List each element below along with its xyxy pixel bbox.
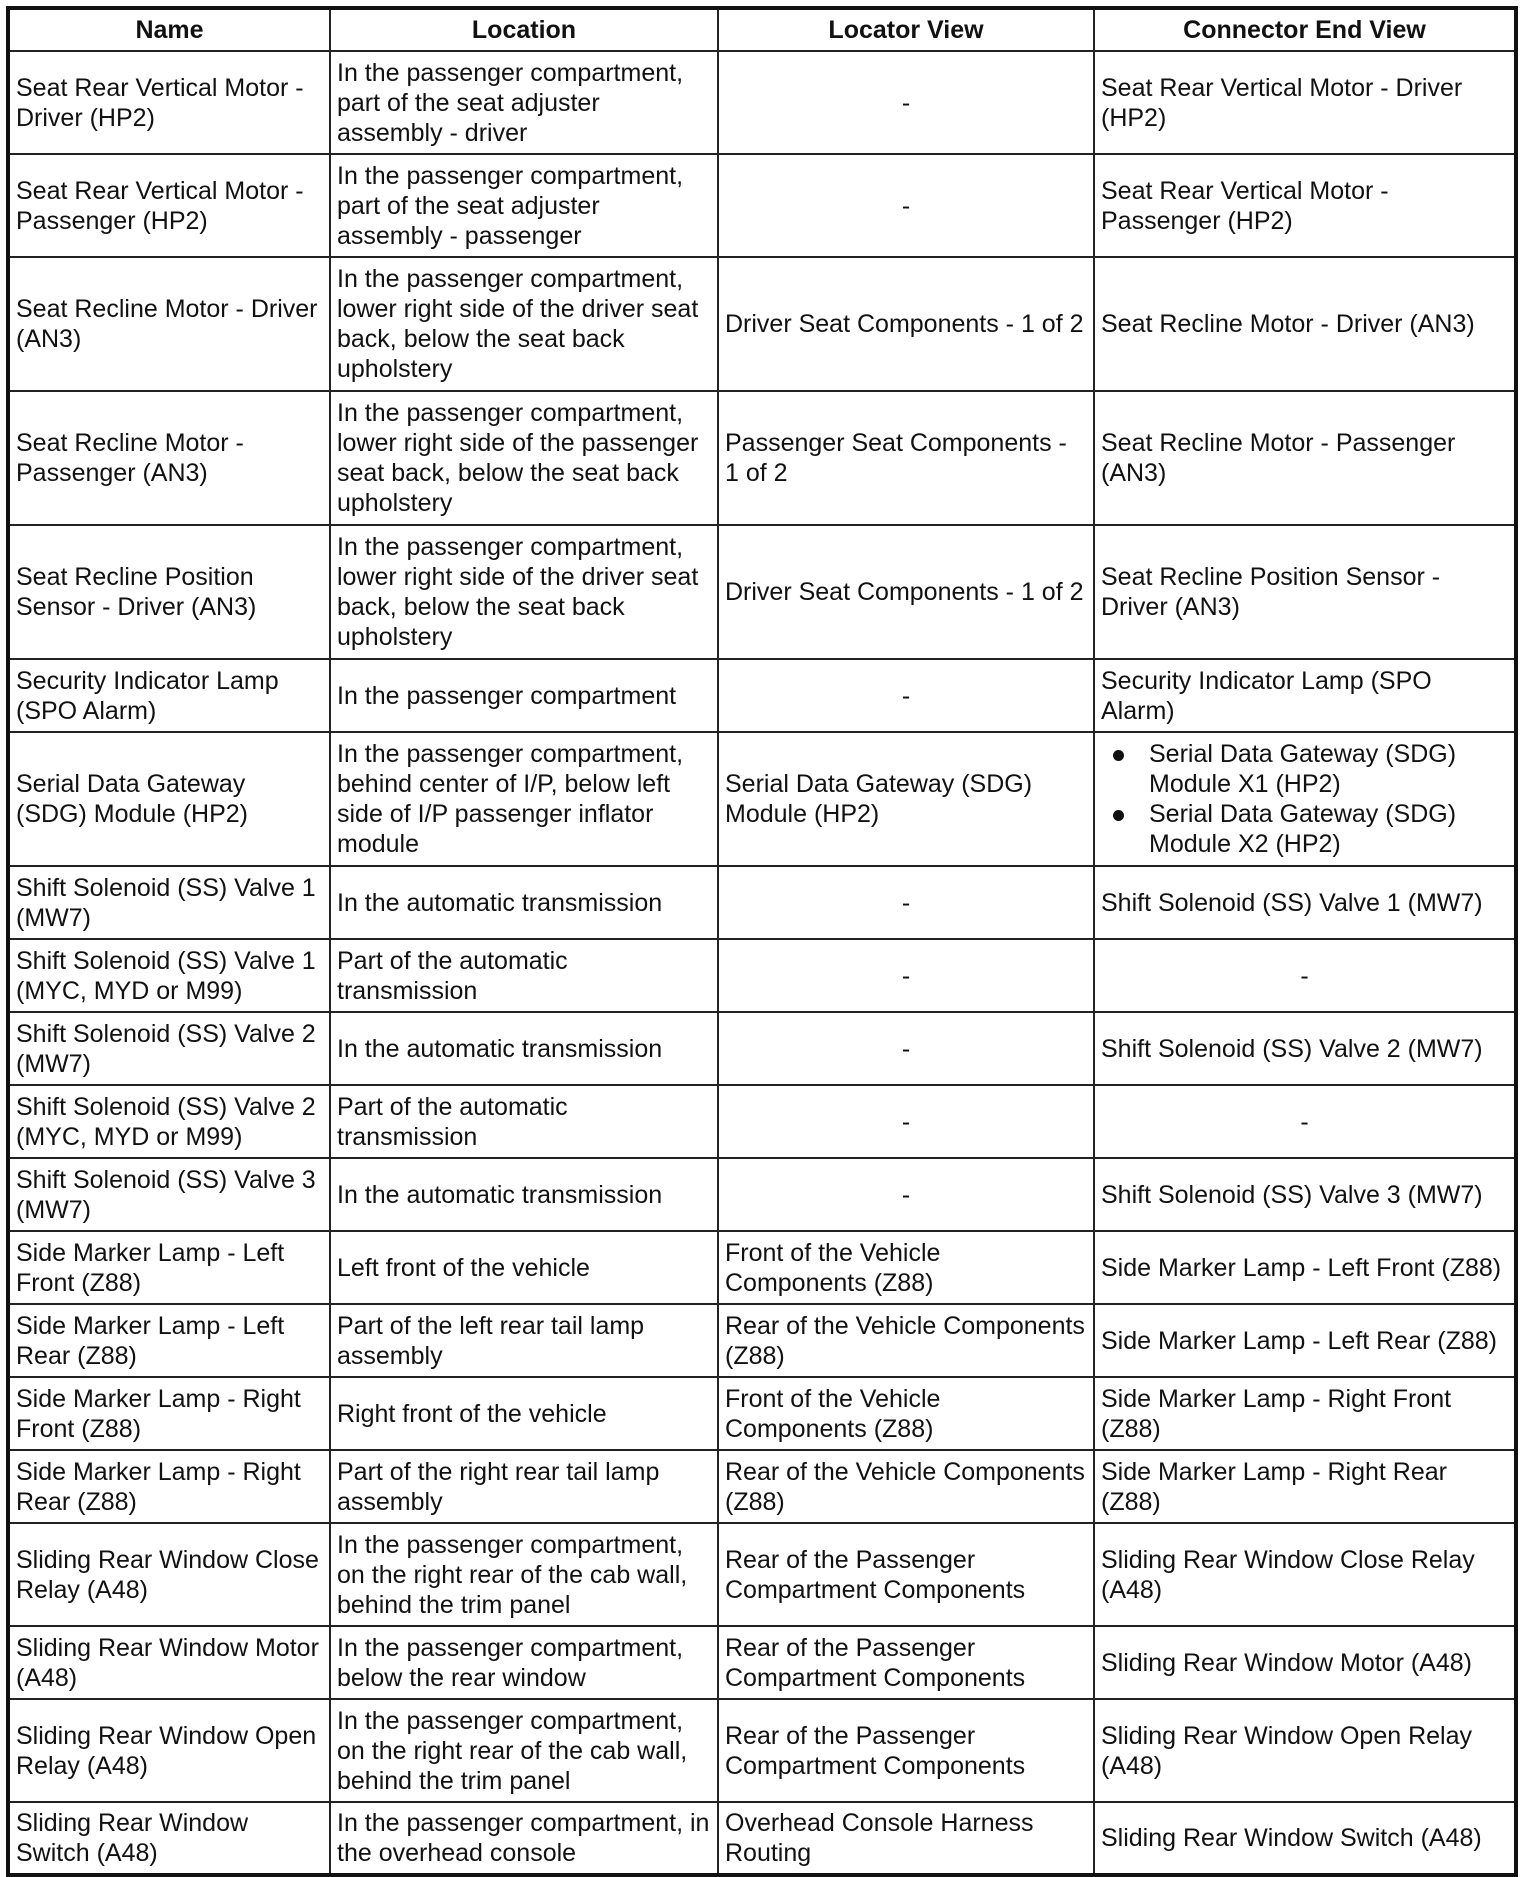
cell-locator-view: Passenger Seat Components - 1 of 2: [718, 391, 1094, 525]
cell-connector-end-view: Side Marker Lamp - Left Rear (Z88): [1094, 1304, 1516, 1377]
cell-name: Seat Recline Motor - Driver (AN3): [8, 257, 330, 391]
cell-location: In the passenger compartment, on the right rear of the cab wall, behind the trim panel: [330, 1523, 718, 1626]
column-header-connector-end-view: Connector End View: [1094, 8, 1516, 51]
cell-locator-view: Rear of the Vehicle Components (Z88): [718, 1450, 1094, 1523]
column-header-locator-view: Locator View: [718, 8, 1094, 51]
table-row: [8, 1626, 1516, 1699]
cell-name: Sliding Rear Window Motor (A48): [8, 1626, 330, 1699]
cell-location: In the passenger compartment, in the overhead console: [330, 1802, 718, 1875]
cell-name: Shift Solenoid (SS) Valve 2 (MW7): [8, 1012, 330, 1085]
cell-locator-view: Rear of the Passenger Compartment Components: [718, 1523, 1094, 1626]
cell-location: Part of the left rear tail lamp assembly: [330, 1304, 718, 1377]
table-row: [8, 1085, 1516, 1158]
cell-connector-end-view: Sliding Rear Window Motor (A48): [1094, 1626, 1516, 1699]
cell-location: In the passenger compartment, lower right side of the driver seat back, below the seat back upholstery: [330, 257, 718, 391]
table-row: [8, 1802, 1516, 1875]
table-row: [8, 154, 1516, 257]
cell-locator-view: -: [718, 866, 1094, 939]
cell-connector-end-view: Seat Recline Position Sensor - Driver (AN3): [1094, 525, 1516, 659]
cell-connector-end-view: Sliding Rear Window Close Relay (A48): [1094, 1523, 1516, 1626]
table-row: [8, 732, 1516, 866]
cell-location: In the automatic transmission: [330, 1158, 718, 1231]
cell-locator-view: Serial Data Gateway (SDG) Module (HP2): [718, 732, 1094, 866]
cell-location: In the passenger compartment, on the right rear of the cab wall, behind the trim panel: [330, 1699, 718, 1802]
bullet-icon: [1113, 810, 1124, 821]
cell-location: In the passenger compartment, below the rear window: [330, 1626, 718, 1699]
cell-name: Shift Solenoid (SS) Valve 3 (MW7): [8, 1158, 330, 1231]
cell-name: Seat Rear Vertical Motor - Driver (HP2): [8, 51, 330, 154]
cell-name: Shift Solenoid (SS) Valve 1 (MW7): [8, 866, 330, 939]
cell-connector-end-view: Shift Solenoid (SS) Valve 3 (MW7): [1094, 1158, 1516, 1231]
cell-connector-end-view: Sliding Rear Window Open Relay (A48): [1094, 1699, 1516, 1802]
cell-connector-end-view: Seat Rear Vertical Motor - Passenger (HP2): [1094, 154, 1516, 257]
table-header-row: [8, 8, 1516, 51]
cell-connector-end-view: -: [1094, 1085, 1516, 1158]
table-row: [8, 866, 1516, 939]
cell-connector-end-view: -: [1094, 939, 1516, 1012]
cell-name: Seat Rear Vertical Motor - Passenger (HP2): [8, 154, 330, 257]
cell-location: In the passenger compartment, lower right side of the passenger seat back, below the seat back upholstery: [330, 391, 718, 525]
table-row: [8, 1450, 1516, 1523]
cell-locator-view: Overhead Console Harness Routing: [718, 1802, 1094, 1875]
cell-location: In the passenger compartment, part of the seat adjuster assembly - driver: [330, 51, 718, 154]
cell-connector-end-view: Seat Rear Vertical Motor - Driver (HP2): [1094, 51, 1516, 154]
cell-location: Part of the right rear tail lamp assembly: [330, 1450, 718, 1523]
table-row: [8, 257, 1516, 391]
cell-name: Seat Recline Motor - Passenger (AN3): [8, 391, 330, 525]
bullet-icon: [1113, 750, 1124, 761]
cell-locator-view: -: [718, 939, 1094, 1012]
cell-location: Left front of the vehicle: [330, 1231, 718, 1304]
cell-name: Side Marker Lamp - Right Rear (Z88): [8, 1450, 330, 1523]
cell-name: Sliding Rear Window Switch (A48): [8, 1802, 330, 1875]
table-row: [8, 1523, 1516, 1626]
cell-location: In the passenger compartment, lower right side of the driver seat back, below the seat back upholstery: [330, 525, 718, 659]
cell-name: Sliding Rear Window Open Relay (A48): [8, 1699, 330, 1802]
cell-name: Side Marker Lamp - Left Front (Z88): [8, 1231, 330, 1304]
cell-connector-end-view: Security Indicator Lamp (SPO Alarm): [1094, 659, 1516, 732]
cell-location: Right front of the vehicle: [330, 1377, 718, 1450]
cell-location: In the automatic transmission: [330, 866, 718, 939]
table-row: [8, 525, 1516, 659]
cell-locator-view: -: [718, 1012, 1094, 1085]
cell-locator-view: Rear of the Passenger Compartment Components: [718, 1626, 1094, 1699]
table-row: [8, 51, 1516, 154]
cell-locator-view: Driver Seat Components - 1 of 2: [718, 525, 1094, 659]
table-row: [8, 939, 1516, 1012]
connector-list: [1101, 739, 1508, 859]
cell-connector-end-view: Seat Recline Motor - Passenger (AN3): [1094, 391, 1516, 525]
cell-locator-view: Rear of the Passenger Compartment Components: [718, 1699, 1094, 1802]
table-row: [8, 1377, 1516, 1450]
cell-name: Shift Solenoid (SS) Valve 2 (MYC, MYD or M99): [8, 1085, 330, 1158]
cell-locator-view: Front of the Vehicle Components (Z88): [718, 1377, 1094, 1450]
cell-location: In the automatic transmission: [330, 1012, 718, 1085]
cell-name: Sliding Rear Window Close Relay (A48): [8, 1523, 330, 1626]
cell-locator-view: Rear of the Vehicle Components (Z88): [718, 1304, 1094, 1377]
table-row: [8, 1012, 1516, 1085]
cell-name: Security Indicator Lamp (SPO Alarm): [8, 659, 330, 732]
column-header-name: Name: [8, 8, 330, 51]
component-locator-table: [6, 6, 1518, 1877]
cell-location: In the passenger compartment, behind center of I/P, below left side of I/P passenger inflator module: [330, 732, 718, 866]
cell-location: In the passenger compartment: [330, 659, 718, 732]
table-row: [8, 659, 1516, 732]
cell-name: Side Marker Lamp - Left Rear (Z88): [8, 1304, 330, 1377]
cell-connector-end-view: Seat Recline Motor - Driver (AN3): [1094, 257, 1516, 391]
cell-location: Part of the automatic transmission: [330, 1085, 718, 1158]
table-row: [8, 1158, 1516, 1231]
cell-name: Shift Solenoid (SS) Valve 1 (MYC, MYD or M99): [8, 939, 330, 1012]
cell-name: Seat Recline Position Sensor - Driver (AN3): [8, 525, 330, 659]
table-row: [8, 1699, 1516, 1802]
cell-name: Side Marker Lamp - Right Front (Z88): [8, 1377, 330, 1450]
cell-location: Part of the automatic transmission: [330, 939, 718, 1012]
cell-locator-view: -: [718, 659, 1094, 732]
cell-location: In the passenger compartment, part of the seat adjuster assembly - passenger: [330, 154, 718, 257]
cell-connector-end-view: [1094, 732, 1516, 866]
table-row: [8, 1231, 1516, 1304]
cell-connector-end-view: Side Marker Lamp - Right Front (Z88): [1094, 1377, 1516, 1450]
cell-locator-view: -: [718, 51, 1094, 154]
cell-locator-view: -: [718, 1085, 1094, 1158]
table-row: [8, 391, 1516, 525]
cell-locator-view: -: [718, 1158, 1094, 1231]
column-header-location: Location: [330, 8, 718, 51]
cell-locator-view: -: [718, 154, 1094, 257]
cell-locator-view: Driver Seat Components - 1 of 2: [718, 257, 1094, 391]
cell-connector-end-view: Side Marker Lamp - Right Rear (Z88): [1094, 1450, 1516, 1523]
cell-name: Serial Data Gateway (SDG) Module (HP2): [8, 732, 330, 866]
table-row: [8, 1304, 1516, 1377]
cell-connector-end-view: Shift Solenoid (SS) Valve 1 (MW7): [1094, 866, 1516, 939]
cell-connector-end-view: Side Marker Lamp - Left Front (Z88): [1094, 1231, 1516, 1304]
cell-connector-end-view: Shift Solenoid (SS) Valve 2 (MW7): [1094, 1012, 1516, 1085]
cell-connector-end-view: Sliding Rear Window Switch (A48): [1094, 1802, 1516, 1875]
list-item: Serial Data Gateway (SDG) Module X2 (HP2): [1149, 799, 1508, 859]
list-item: Serial Data Gateway (SDG) Module X1 (HP2): [1149, 739, 1508, 799]
cell-locator-view: Front of the Vehicle Components (Z88): [718, 1231, 1094, 1304]
